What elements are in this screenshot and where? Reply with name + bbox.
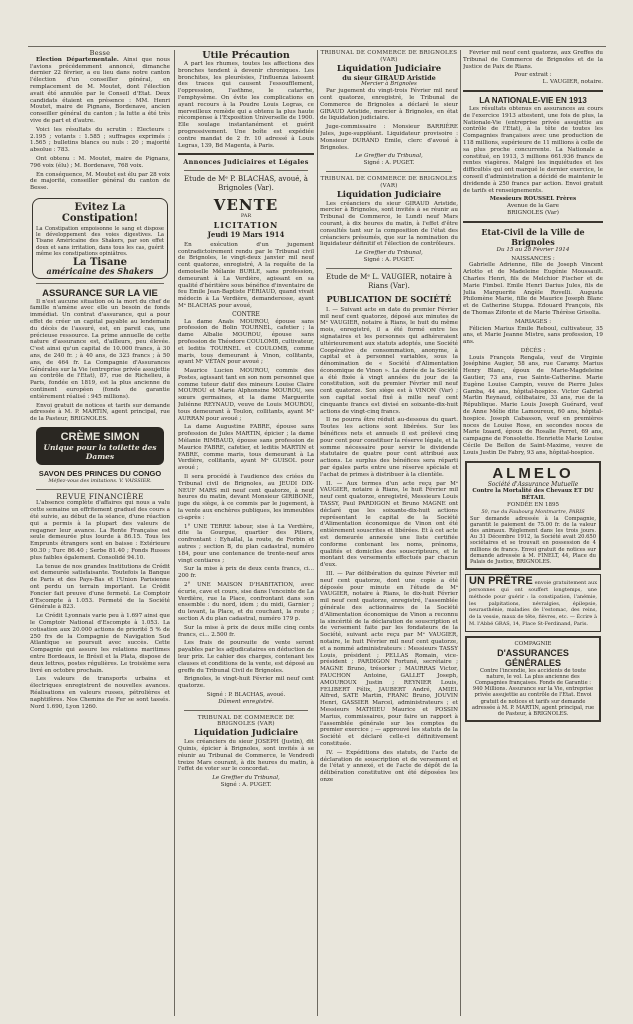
vente-text: En exécution d'un jugement contradictoirement rendu par le Tribunal civil de Brignoles, le vingt-deux janvier mil neuf cent quatorze, enregistré, A la requête de la demoiselle Mélanie BURLE, sans profession, demeurant à La Verdière, agissant en sa qualité d'héritière sous bénéfice d'inventaire de feu Emile Jean-Baptiste FÉRIAUD, quand vivait médecin à La Verdière, demanderesse, ayant Mᵉ BLACHAS pour avoué, <box>178 241 314 309</box>
deces-heading: DÉCÈS : <box>520 347 546 354</box>
results-text: Ont obtenu : M. Moutet, maire de Pignans, 796 voix (élu) ; M. Bordenave, 768 voix. <box>30 155 170 169</box>
liq-sign: Le Greffier du Tribunal, <box>355 250 423 257</box>
naissances-heading: NAISSANCES : <box>511 255 555 262</box>
liq-signer: Signé : A. PUGET. <box>220 781 272 788</box>
results-text: Voici les résultats du scrutin : Electeurs : 2.195 ; votants : 1.585 ; suffrages exprimés : 1.565 ; bulletins blancs ou nuls : 20 ; majorité absolue : 783. <box>30 126 170 154</box>
annonces-title: Annonces Judiciaires et Légales <box>183 158 309 167</box>
ad-pretre <box>465 574 601 632</box>
vente-enreg: Dûment enregistré. <box>218 698 274 705</box>
lot-text: 2° UNE MAISON D'HABITATION, avec écurie, cave et cours, sise dans l'enceinte de La Verdière, rue la Place, confrontant dans son ensemble : du nord, idem ; du midi, Garnier ; du levant, la Place, et du couchant, la route ; section A du plan cadastral, numéro 179 p. <box>178 582 314 622</box>
ad-almelo <box>465 461 601 571</box>
natvie-agent: Messieurs ROUSSEL Frères <box>489 196 577 203</box>
liq-subtitle: du sieur GIRAUD Aristide <box>342 73 436 82</box>
ad-tisane-title: La Tisane <box>73 256 127 268</box>
column-4 <box>463 50 603 1016</box>
divider <box>463 90 603 92</box>
vente-signer: Signé : P. BLACHAS, avoué. <box>206 691 286 698</box>
column-rule <box>174 50 175 1016</box>
utile-title: Utile Précaution <box>202 50 290 61</box>
revue-title: REVUE FINANCIÈRE <box>56 491 144 501</box>
ad-assurances-generales <box>465 636 601 722</box>
etat-dates: Du 15 au 28 Février 1914 <box>496 246 570 253</box>
publication-text: IV. — Expéditions des statuts, de l'acte de déclaration de souscription et de versement et de l'état y annexé, et de l'acte de dépôt de la délibération constitutive ont été déposées les onze <box>320 749 458 783</box>
ad-savon: SAVON DES PRINCES DU CONGO <box>38 468 162 478</box>
liq-text: Les créanciers du sieur GIRAUD Aristide, mercier à Brignoles, sont invités à se réunir au Tribunal de Commerce, le Lundi neuf Mars courant, à dix heures du matin, à l'effet d'être consultés tant sur la composition de l'état des créanciers présumés, que sur la nomination du liquidateur définitif et l'élection de contrôleurs. <box>320 200 458 248</box>
ag-text: Contre l'incendie, les accidents de toute nature, le vol. La plus ancienne des Compagnies françaises. Fonds de Garantie : 940 Millions. Assurance sur la Vie, entreprise privée assujettie au contrôle de l'Etat. Envoi gratuit de notices et tarifs sur demande adressée à M. P. MARTIN, agent principal, rue de Pasteur, à BRIGNOLES. <box>471 667 595 718</box>
liq-title: Liquidation Judiciaire <box>193 728 299 739</box>
vente-date: Jeudi 19 Mars 1914 <box>207 229 285 239</box>
almelo-founded: FONDÉE EN 1895 <box>507 502 559 509</box>
divider <box>184 170 308 171</box>
natvie-city: BRIGNOLES (Var) <box>507 209 559 216</box>
ad-constipation <box>32 198 168 279</box>
licitation-title: LICITATION <box>213 219 279 230</box>
assurance-text: Envoi gratuit de notices et tarifs sur demande adressée à M. P. MARTIN, agent principal, rue de la Pasteur, BRIGNOLES. <box>30 402 170 423</box>
pretre-title: UN PRÊTRE <box>469 575 533 588</box>
almelo-addr: 50, rue du Faubourg Montmartre, PARIS <box>481 508 585 515</box>
pretre-text: envoie gratuitement aux personnes qui ont souffert longtemps, une méthode pour guérir : la constipation, l'anémie, les palpitations, névralgies, épilepsie, neurasthénie, maladies de l'estomac, des reins, de la vessie, maux de tête, fièvres, etc. — Écrire à M. l'Abbé GRAS, 14, Place St-Ferdinand, Paris. <box>469 580 598 628</box>
election-title: Election Départementale. <box>36 56 119 63</box>
election-text: Ainsi que nous l'avions précédemment annoncé, dimanche dernier 22 février, a eu lieu dans notre canton l'élection d'un conseiller général, en remplacement de M. Moutet, dont l'élection avait été annulée par le Conseil d'Etat. Deux candidats étaient en présence : MM. Henri Moutet, maire de Pignans, Bordenave, ancien conseiller général du canton ; la lutte a été très vive de part et d'autre. <box>30 56 170 124</box>
tribunal-title: TRIBUNAL DE COMMERCE DE BRIGNOLES (VAR) <box>197 714 295 728</box>
publication-text: III. — Par délibération du quinze Février mil neuf cent quatorze, dont une copie a été déposée pour minute en l'étude de Mᵉ VAUGIER, notaire à Rians, le dix-huit Février mil neuf cent quatorze, enregistré, l'assemblée générale des actionnaires de la Société d'Alimentation économique de Vinon a reconnu la sincérité de la déclaration de souscription et de versement faite par les fondateurs de la Société, suivant acte reçu par Mᵉ VAUGIER, notaire, le huit Février mil neuf cent quatorze, et a nommé administrateurs : Messieurs TASSY Louis, président ; PELLAS Romain, vice-président ; PARDIGON Fortuné, secrétaire ; MAGNE Bruno, trésorier ; MAURRAS Victor, FAUCHON Antoine, GALLET Joseph, AMOUROUX Justin ; REYNIER Louis, FELIBERT Félix, JAUBERT André, AMIEL Alfred, SATE Martin, FRANC Bruno, JOUVIN Henri, GASSIER Marcel, administrateurs ; et Messieurs MATHIEU Maurice et POSSIN Marius, commissaires, pour faire un rapport à l'assemblée générale sur les comptes du premier exercice ; — approuvé les statuts de la Société et déclaré celle-ci définitivement constituée. <box>320 571 458 747</box>
revue-text: Les valeurs de transports urbains et électriques enregistrent de nouvelles avances. Réalisations en valeurs russes, pétrolières et naphtifères. Nos Chemins de Fer se sont tassés. Nord 1.690, Lyon 1260. <box>30 676 170 710</box>
deces-text: Louis François Rengala, veuf de Virginie Joséphine Augier, 58 ans, rue Caramy. Marius Henry Blanc, époux de Marie-Magdeleine Gautier, 73 ans, rue Sainte-Catherine. Marie Eugène Louise Campin, veuve de Pierre Jules Gamba, 44 ans, hôpital-hospice. Victor Gabriel Martin Reynaud, célibataire, 33 ans, rue de la République. Marie Louis Joseph Guérard, veuf de Anne Mélie dite Lamoureux, 60 ans, hôpital-hospice. Joseph Cabasson, veuf en premières noces de Louise Rose, en secondes noces de Marie Izaard, époux de Rosalie Perret, 69 ans, campagne de Fonsolette. Henriette Marie Louise Cécile De Bellon de Saint-Maxime, veuve de Louis Justin De Fabry, 93 ans, hôpital-hospice. <box>463 354 603 456</box>
ag-company: COMPAGNIE <box>514 640 552 647</box>
vente-sign: Brignoles, le vingt-huit Février mil neuf cent quatorze. <box>178 676 314 690</box>
liq-text: Par jugement du vingt-trois Février mil neuf cent quatorze, enregistré, le Tribunal de Commerce de Brignoles a déclaré le sieur GIRAUD Aristide, mercier à Brignoles, en état de liquidation judiciaire. <box>320 88 458 122</box>
liq-signer: Signé : A. PUGET. <box>363 256 415 263</box>
top-text: Février mil neuf cent quatorze, aux Greffes du Tribunal de Commerce de Brignoles et de la Justice de Paix de Rians. <box>463 50 603 70</box>
contre-text: La dame Anaïs MOUROU, épouse sans profession de Bolin TOURNEL, cafetier ; la dame Albalie MOUROU, épouse sans profession de Théodore COULOMB, cultivateur, et leditis TOURNEL et COULOMB, comme maris, tous demeurant à Vinon, collitants, ayant Mᵉ VÉTAN pour avoué ; <box>178 318 314 366</box>
column-rule <box>317 50 318 1016</box>
mariages-text: Félicien Marius Emile Reboul, cultivateur, 35 ans, et Marie Jeanne Mistre, sans profession, 19 ans. <box>463 325 603 346</box>
tribunal-title: TRIBUNAL DE COMMERCE DE BRIGNOLES (VAR) <box>320 50 458 63</box>
natvie-title: LA NATIONALE-VIE EN 1913 <box>479 95 587 105</box>
top-extract: Pour extrait : <box>514 72 552 79</box>
assurance-text: Il n'est aucune situation où la mort du chef de famille n'amène avec elle un besoin de fonds immédiat. Un contrat d'assurance, qui a pour effet de créer un capital payable au lendemain du décès de l'assuré, est, en pareil cas, une précieuse ressource. La prime annuelle de cette nature d'assurance est, d'ailleurs, peu élevée. C'est ainsi qu'un capital de 10.000 francs, à 30 ans, de 240 fr. ; à 40 ans, de 323 francs ; à 50 ans, de 464 fr. La Compagnie d'Assurances Générales sur la Vie (entreprise privée assujettie au contrôle de l'Etat), 87, rue de Richelieu, à Paris, fondée en 1819, est la plus ancienne du continent européen (fonds de garantie entièrement réalisé : 945 millions). <box>30 298 170 400</box>
etude-title: Etude de Mᵉ L. VAUGIER, notaire à Rians (Var). <box>326 272 452 290</box>
almelo-text: Sur demande adressée à la Compagnie, garantit le paiement de 75.00 fr. de la valeur des animaux. Règlement dans les trois jours. Au 31 Décembre 1912, la Société avait 20.650 sociétaires et se trouvait en possession de 4 millions de francs. Envoi gratuit de notices sur demande adressée à M. FINELT, 44, Place du Palais de Justice, BRIGNOLES. <box>470 515 596 566</box>
publication-text: Il ne pourra être réduit au-dessous du quart. Toutes les actions sont libérées. Sur les bénéfices nets et annuels il est prélevé cinq pour cent pour constituer la réserve légale, et la somme nécessaire pour servir le dividende statutaire de quatre pour cent attribué aux actions. Le surplus des bénéfices sera réparti par égales parts entre une réserve spéciale et l'achat de primes à distribuer à la clientèle. <box>320 417 458 478</box>
divider <box>178 153 314 155</box>
natvie-text: Les résultats obtenus en assurances au cours de l'exercice 1913 attestent, une fois de plus, la Nationale-Vie (entreprise privée assujettie au contrôle de l'Etat), à la tête de toutes les Compagnies françaises avec une production de 118 millions, supérieure de 11 millions à celle de sa plus proche concurrente. La Nationale a constitué, en 1913, 3 millions 661.936 francs de rentes viagères. Malgré les inquiétudes et les difficultés qui ont marqué le dernier exercice, le conseil d'administration a décidé de maintenir le dividende à 250 francs par action. Envoi gratuit de tarifs et renseignements. <box>463 105 603 194</box>
lot-price: Sur la mise à prix de deux cents francs, ci... 200 fr. <box>178 566 314 580</box>
divider <box>326 268 452 269</box>
vente-text: Les frais de poursuite de vente seront payables par les adjudicataires en déduction de leur prix. Le cahier des charges, contenant les clauses et conditions de la vente, est déposé au greffe du Tribunal Civil de Brignoles. <box>178 640 314 674</box>
liq-sign: Le Greffier du Tribunal, <box>212 775 280 782</box>
contre-heading: CONTRE <box>232 310 260 318</box>
divider <box>36 489 164 490</box>
contre-text: La dame Augustine FABRE, épouse sans profession de Jules MARTIN, épicier ; la dame Mélanie RIMBAUD, épouse sans profession de Maurice FABRE, cafetier, et leditis MARTIN et FABRE, comme maris, tous demeurant à La Verdière, collitants, ayant Mᵉ GUISOL pour avoué ; <box>178 424 314 472</box>
ad-constipation-text: La Constipation empoisonne le sang et dispose le développement des voies digestives. La Tisane Américaine des Shakers, par son effet doux et sans irritation, dans tous les cas, guérit même les constipations opiniâtres. <box>36 225 164 257</box>
revue-text: Le Crédit Lyonnais varie peu à 1.697 ainsi que le Comptoir National d'Escompte à 1.053. La cotisation aux 20.000 actions de priorité 5 % de 250 frs de la Compagnie de Navigation Sud Atlantique se poursuit avec succès. Cette Compagnie qui assure les relations maritimes entre Bordeaux, le Brésil et la Plata, dispose de deux lettres, postes régulières. Le troisième sera livré en octobre prochain. <box>30 613 170 674</box>
almelo-sub: Société d'Assurance Mutuelle <box>487 480 579 488</box>
ad-constipation-title: Evitez La Constipation! <box>61 201 139 224</box>
mariages-heading: MARIAGES : <box>514 318 552 325</box>
etude-title: Etude de Mᵉ P. BLACHAS, avoué, à Brignoles (Var). <box>184 175 308 193</box>
contre-text: Maurice Lucien MOUROU, commis des Postes, agissant tant en son nom personnel que comme tuteur datif des mineurs Louise Claire MOUROU et Marie Alphonsine MOUROU, ses sœurs germaines, et la dame Marguerite Juliénne REYNAUD, veuve de Louis MOUROU, tous demeurant à Toulon, collitants, ayant Mᵉ AURRAN pour avoué ; <box>178 368 314 422</box>
top-signer: L. VAUGIER, notaire. <box>542 79 603 86</box>
ad-creme-slogan: Unique pour la toilette des Dames <box>43 442 157 461</box>
liq-text: Juge-commissaire : Monsieur BARRIÈRE Jules, juge-suppléant. Liquidateur provisoire : Monsieur DURAND Emile, clerc d'avoué à Brignoles. <box>320 124 458 151</box>
vente-title: VENTE <box>213 196 279 215</box>
lot-price: Sur la mise à prix de deux mille cinq cents francs, ci... 2.500 fr. <box>178 624 314 638</box>
publication-title: PUBLICATION DE SOCIÉTÉ <box>326 293 452 304</box>
column-rule <box>460 50 461 1016</box>
liq-sign: Le Greffier du Tribunal, <box>355 153 423 160</box>
tribunal-title: TRIBUNAL DE COMMERCE DE BRIGNOLES (VAR) <box>320 175 458 189</box>
column-2 <box>178 50 314 1016</box>
divider <box>36 283 164 284</box>
almelo-title: ALMELO <box>492 464 574 482</box>
ad-savon-sub: Méfiez-vous des imitations. V. VAISSIER. <box>48 477 152 484</box>
liq-signer: Signé : A. PUGET. <box>363 160 415 167</box>
almelo-sub2: Contre la Mortalité des Chevaux ET DU BÉTAIL <box>472 488 594 502</box>
liq-title: Liquidation Judiciaire <box>336 189 442 200</box>
vente-sub: PAR <box>240 213 252 220</box>
ad-creme-title: CRÈME SIMON <box>60 430 140 443</box>
divider <box>463 221 603 223</box>
revue-text: L'absence complète d'affaires qui nous a valu cette semaine un effritement graduel des cours a été suivie, au début de la séance, d'une réaction qui a permis à la plupart des valeurs de regagner leur avance. La Rente Française est seule demeurée plus lourde à 86.15. Tous les Emprunts étrangers sont en baisse : Extérieure 90.30 ; Turc 86.40 ; Serbe 81.40 ; Fonds Russes plus faibles également. Consolidé 94.10. <box>30 500 170 561</box>
utile-text: A part les rhumes, toutes les affections des bronches tendent à devenir chroniques. Les bronchites, les pleurésies, l'influenza laissent des traces qui causent l'essoufflement, l'oppression, l'asthme, le catarrhe, l'emphysème. On évite les complications en ayant recours à la Poudre Louis Legras, ce merveilleux remède qui a obtenu la plus haute récompense à l'Exposition Universelle de 1900. Elle soulage instantanément et guérit progressivement. Une boîte est expédiée contre mandat de 2 fr. 10 adressé à Louis Legras, 139, Bd Magenta, à Paris. <box>178 61 314 149</box>
ag-title: D'ASSURANCES GÉNÉRALES <box>497 647 569 668</box>
naissances-text: Gabrielle Adrienne, fille de Joseph Vincent Arlotto et de Madeleine Eugénie Moussault. Charles Henri, fils de Melchior Fischer et de Marie Fimbel. Emile Henri Darius Jules, fils de Julia Marguerite Angèle Rovelli. Augusta Philomène Marie, fille de Maurice Joseph Blanc et de Catherine Stuppa. Edouard François, fils de Thomas Zifonte et de Marie Thérèse Grisolia. <box>463 262 603 316</box>
column-3 <box>320 50 458 1016</box>
ad-tisane-subtitle: américaine des Shakers <box>46 265 154 276</box>
divider <box>184 710 308 711</box>
liq-title: Liquidation Judiciaire <box>336 63 442 74</box>
vente-text: Il sera procédé à l'audience des criées du Tribunal civil de Brignoles, au JEUDI DIX-NEUF MARS mil neuf cent quatorze, à neuf heures du matin, devant Monsieur GIRIBONE, juge du siège, à ce commis par le jugement, à la vente aux enchères publiques, les immeubles ci-après : <box>178 474 314 521</box>
publication-text: I. — Suivant acte en date du premier Février mil neuf cent quatorze, déposé aux minutes de Mᵉ VAUGIER, notaire à Rians, le huit du même mois, enregistré, il a été formé entre les signataires et les personnes qui adhéreraient ultérieurement aux statuts adoptés, une Société Coopérative de consommation, anonyme, à capital et à personnel variables, sous la dénomination de « Société d'Alimentation économique de Vinon ». La durée de la Société a été fixée à vingt années du jour de la constitution, soit du premier Février mil neuf cent quatorze. Son siège est à VINON (Var) ; son capital social fixé à mille neuf cent cinquante francs est divisé en soixante-dix-huit actions de vingt-cinq francs. <box>320 306 458 415</box>
section-title: Besse <box>89 50 111 57</box>
results-text: En conséquence, M. Moutet est élu par 28 voix de majorité, conseiller général du canton de Besse. <box>30 171 170 192</box>
divider <box>326 171 452 172</box>
natvie-addr: Avenue de la Gare <box>507 203 559 210</box>
top-rule <box>28 46 606 47</box>
assurance-title: ASSURANCE SUR LA VIE <box>42 287 158 299</box>
liq-text: Les créanciers du sieur JOSEPH (Justin), dit Quinis, épicier à Brignoles, sont invités à se réunir au Tribunal de Commerce, le Vendredi treize Mars courant, à dix heures du matin, à l'effet de voter sur le concordat. <box>178 739 314 773</box>
column-1 <box>30 50 170 1016</box>
revue-text: La tenue de nos grandes Institutions de Crédit est demeurée satisfaisante. Toutefois la Banque de Paris et des Pays-Bas et l'Union Parisienne ont perdu un terrain important. Le Crédit Foncier fait preuve d'une fermeté. Le Comptoir d'Escompte à 1.053. Fermeté de la Société Générale à 823. <box>30 563 170 611</box>
liq-subtitle2: Mercier à Brignoles <box>361 81 417 88</box>
ad-creme-simon <box>36 427 164 465</box>
lot-text: 1° UNE TERRE labour, sise à La Verdière, dite la Gourgue, quartier des Piliers, confrontant : Eyhallal, la route, de Forbin et autres ; section B, du plan cadastral, numéro 184, pour une contenance de trente-neuf ares vingt centiares ; <box>178 523 314 564</box>
publication-text: II. — Aux termes d'un acte reçu par Mᵉ VAUGIER, notaire à Rians, le huit Février mil neuf cent quatorze, enregistré, Messieurs Louis TASSY, Paul PARDIGON et Bruno MAGNE ont déclaré que les soixante-dix-huit actions représentant le capital de la Société d'Alimentation économique de Vinon ont été entièrement souscrites et libérées. Et à cet acte est demeurée annexée une liste certifiée conforme contenant les noms, prénoms, qualités et domiciles des souscripteurs, et le montant des versements effectués par chacun d'eux. <box>320 480 458 569</box>
etat-title: Etat-Civil de la Ville de Brignoles <box>481 226 585 247</box>
